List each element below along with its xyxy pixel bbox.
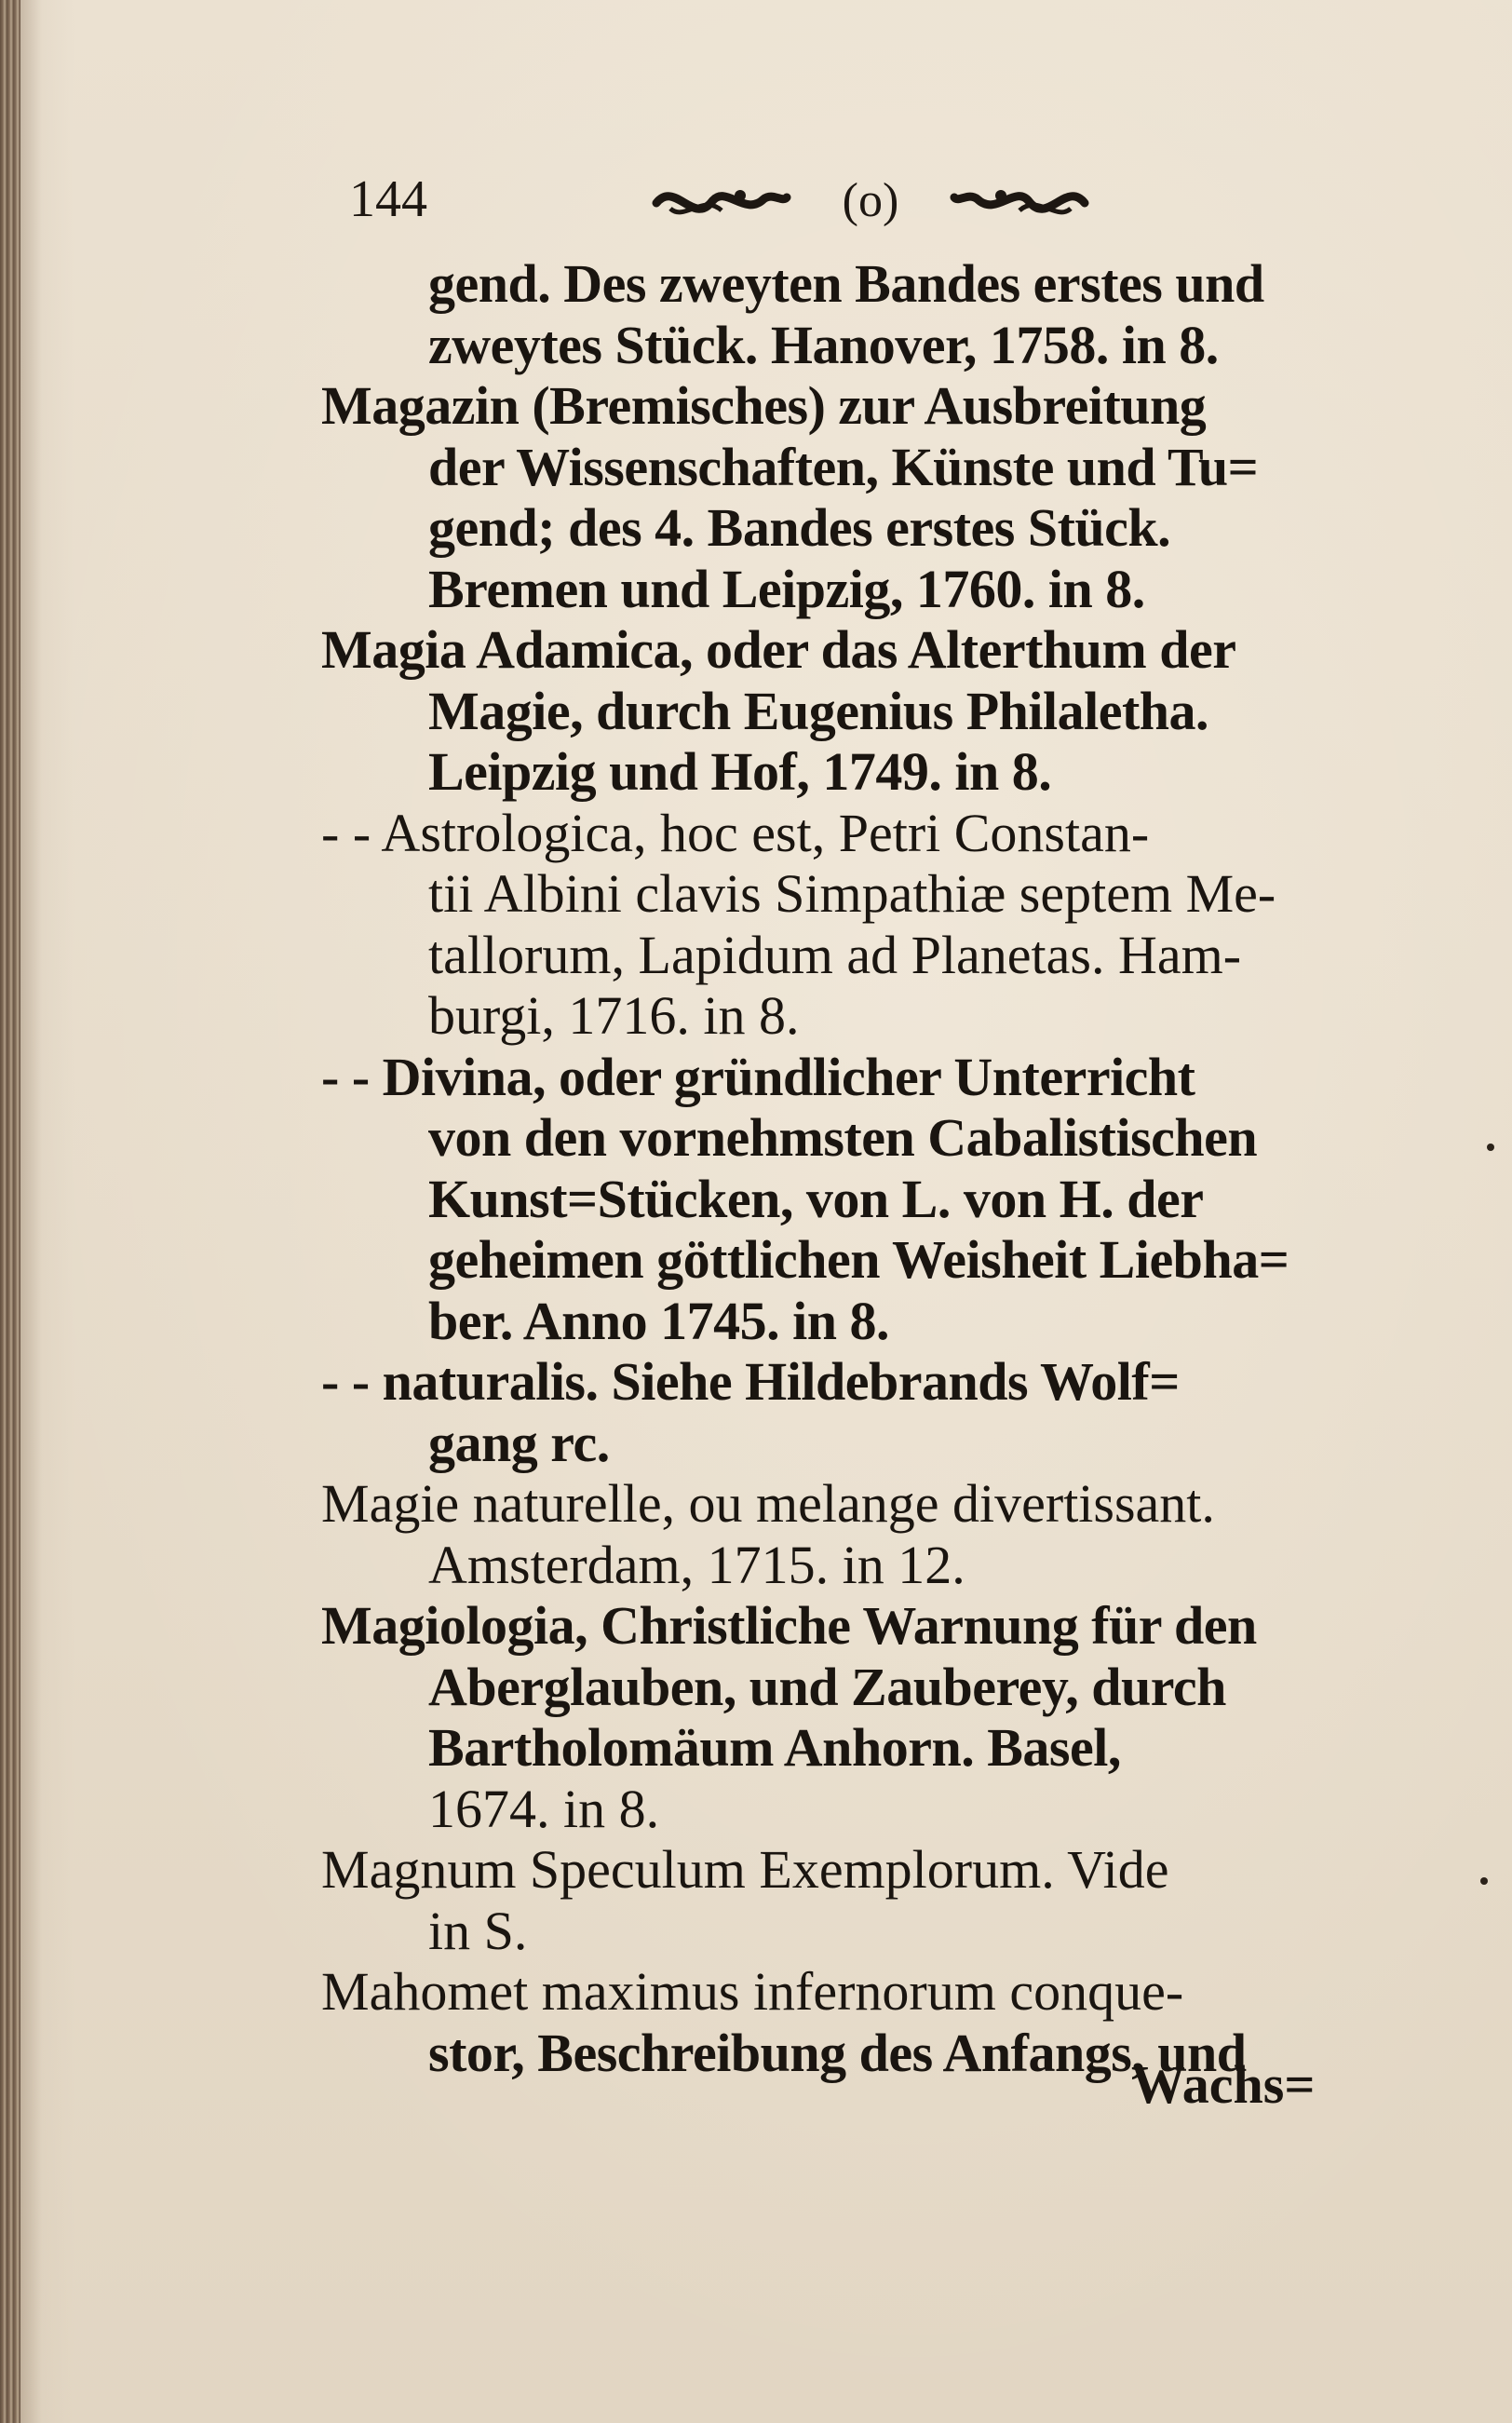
text-line: Magnum Speculum Exemplorum. Vide: [321, 1839, 1169, 1900]
text-line: Magie, durch Eugenius Philaletha.: [428, 680, 1209, 741]
text-line: - - naturalis. Siehe Hildebrands Wolf=: [321, 1351, 1180, 1412]
text-line: Kunst=Stücken, von L. von H. der: [428, 1168, 1204, 1229]
text-line: Leipzig und Hof, 1749. in 8.: [428, 741, 1052, 802]
book-spine-edge: [0, 0, 20, 2423]
entry-continuation: [321, 253, 1392, 375]
text-line: der Wissenschaften, Künste und Tu=: [428, 436, 1259, 497]
text-line: in S.: [428, 1900, 528, 1961]
text-line: tallorum, Lapidum ad Planetas. Ham-: [428, 924, 1242, 985]
entry-naturalis: [321, 1351, 1392, 1473]
text-line: - - Divina, oder gründlicher Unterricht: [321, 1046, 1195, 1107]
entry-magia-adamica: [321, 619, 1392, 803]
text-line: tii Albini clavis Simpathiæ septem Me-: [428, 863, 1276, 924]
ornament-center: (o): [842, 174, 899, 227]
catchword: Wachs=: [1131, 2054, 1316, 2115]
entry-magiologia: [321, 1595, 1392, 1839]
text-line: geheimen göttlichen Weisheit Liebha=: [428, 1229, 1289, 1290]
text-line: stor, Beschreibung des Anfangs, und: [428, 2022, 1247, 2083]
entry-magnum-speculum: [321, 1839, 1392, 1961]
margin-dot: [1480, 1877, 1488, 1885]
text-line: zweytes Stück. Hanover, 1758. in 8.: [428, 314, 1219, 375]
text-line: Magie naturelle, ou melange divertissant.: [321, 1473, 1215, 1534]
text-line: Magia Adamica, oder das Alterthum der: [321, 619, 1236, 680]
margin-dot: [1487, 1144, 1494, 1151]
text-line: Bremen und Leipzig, 1760. in 8.: [428, 558, 1145, 619]
header-ornament: [652, 175, 1089, 231]
text-line: gang rc.: [428, 1412, 610, 1473]
right-flourish-icon: [950, 175, 1089, 231]
text-line: Bartholomäum Anhorn. Basel,: [428, 1717, 1121, 1778]
running-header: [0, 169, 1512, 244]
text-line: Mahomet maximus infernorum conque-: [321, 1961, 1184, 2022]
entry-divina: [321, 1047, 1392, 1352]
text-line: Aberglauben, und Zauberey, durch: [428, 1656, 1226, 1717]
text-line: burgi, 1716. in 8.: [428, 985, 800, 1046]
entry-astrologica: [321, 803, 1392, 1047]
entry-magie-naturelle: [321, 1473, 1392, 1595]
text-line: ber. Anno 1745. in 8.: [428, 1290, 889, 1351]
entry-magazin: [321, 375, 1392, 619]
text-line: 1674. in 8.: [428, 1778, 660, 1839]
text-line: Amsterdam, 1715. in 12.: [428, 1534, 965, 1595]
text-line: - - Astrologica, hoc est, Petri Constan-: [321, 802, 1150, 863]
catalogue-text: [321, 253, 1392, 2083]
page-number: 144: [349, 170, 427, 228]
text-line: gend. Des zweyten Bandes erstes und: [428, 253, 1264, 314]
text-line: Magiologia, Christliche Warnung für den: [321, 1595, 1257, 1656]
text-line: gend; des 4. Bandes erstes Stück.: [428, 497, 1171, 558]
left-flourish-icon: [652, 175, 791, 231]
text-line: Magazin (Bremisches) zur Ausbreitung: [321, 375, 1207, 436]
text-line: von den vornehmsten Cabalistischen: [428, 1107, 1258, 1168]
